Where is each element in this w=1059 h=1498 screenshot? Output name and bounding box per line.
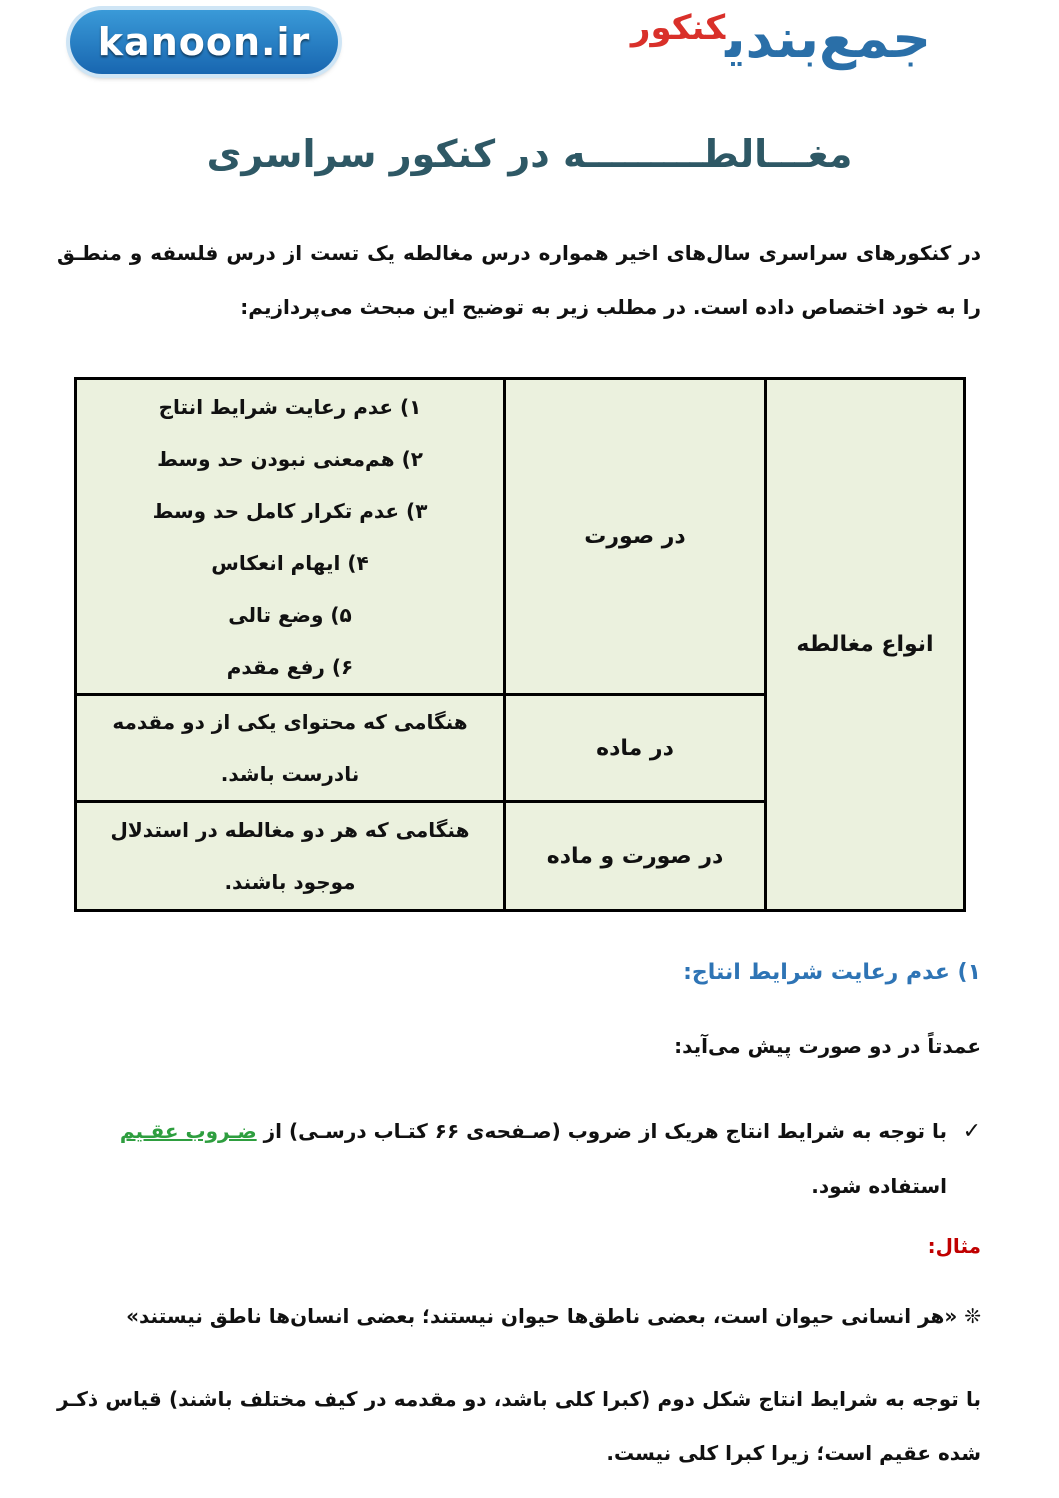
description-line: موجود باشند. <box>224 870 356 894</box>
brand-logo-part1: جمع‌بندی <box>725 7 931 70</box>
bullet-continuation: استفاده شود. <box>811 1174 947 1198</box>
category-content: در ماده <box>505 695 766 802</box>
explanation-paragraph: با توجه به شرایط انتاج شکل دوم (کبرا کلی باشد، دو مقدمه در کیف مختلف باشند) قیاس ذکـر شده عقیم است؛ زیرا کبرا کلی نیست. <box>57 1387 981 1465</box>
brand-logo <box>630 7 931 70</box>
list-item: ۵) وضع تالی <box>228 602 352 627</box>
page-title: مغـــالطـــــــــه در کنکور سراسری <box>206 132 853 176</box>
example-label: مثال: <box>927 1234 981 1258</box>
category-form: در صورت <box>505 379 766 695</box>
list-item: ۶) رفع مقدم <box>226 654 354 679</box>
highlighted-term: ضـروب عقـیم <box>119 1119 257 1143</box>
intro-paragraph: در کنکورهای سراسری سال‌های اخیر همواره درس مغالطه یک تست از درس فلسفه و منطـق را به خود اختصاص داده است. در مطلب زیر به توضیح این مبحث می‌پردازیم: <box>57 241 981 319</box>
form-fallacies-list <box>76 379 505 695</box>
kanoon-logo[interactable] <box>70 10 338 74</box>
description-line: نادرست باشد. <box>220 762 360 786</box>
fallacy-types-table <box>74 377 966 912</box>
list-item: ۱) عدم رعایت شرایط انتاج <box>158 394 422 419</box>
bullet-item <box>57 1104 981 1213</box>
section-heading: ۱) عدم رعایت شرایط انتاج: <box>683 960 981 985</box>
bullet-text: با توجه به شرایط انتاج هریک از ضروب (صـفحه‌ی ۶۶ کتـاب درسـی) از <box>263 1119 947 1143</box>
description-line: هنگامی که محتوای یکی از دو مقدمه <box>112 710 468 734</box>
table-row <box>76 379 965 695</box>
content-description <box>76 695 505 802</box>
fallacy-types-label: انواع مغالطه <box>766 379 965 911</box>
section-intro: عمدتاً در دو صورت پیش می‌آید: <box>674 1034 981 1058</box>
list-item: ۲) هم‌معنی نبودن حد وسط <box>157 446 423 471</box>
form-and-content-description <box>76 802 505 911</box>
list-item: ۴) ایهام انعکاس <box>211 550 369 575</box>
example-text: ❊ «هر انسانی حیوان است، بعضی ناطق‌ها حیوان نیستند؛ بعضی انسان‌ها ناطق نیستند» <box>126 1304 981 1328</box>
description-line: هنگامی که هر دو مغالطه در استدلال <box>110 818 470 842</box>
kanoon-logo-text: kanoon.ir <box>97 20 311 64</box>
list-item: ۳) عدم تکرار کامل حد وسط <box>152 498 428 523</box>
brand-logo-part2: کنکور <box>630 8 726 48</box>
checkmark-icon: ✓ <box>962 1119 981 1144</box>
category-form-and-content: در صورت و ماده <box>505 802 766 911</box>
